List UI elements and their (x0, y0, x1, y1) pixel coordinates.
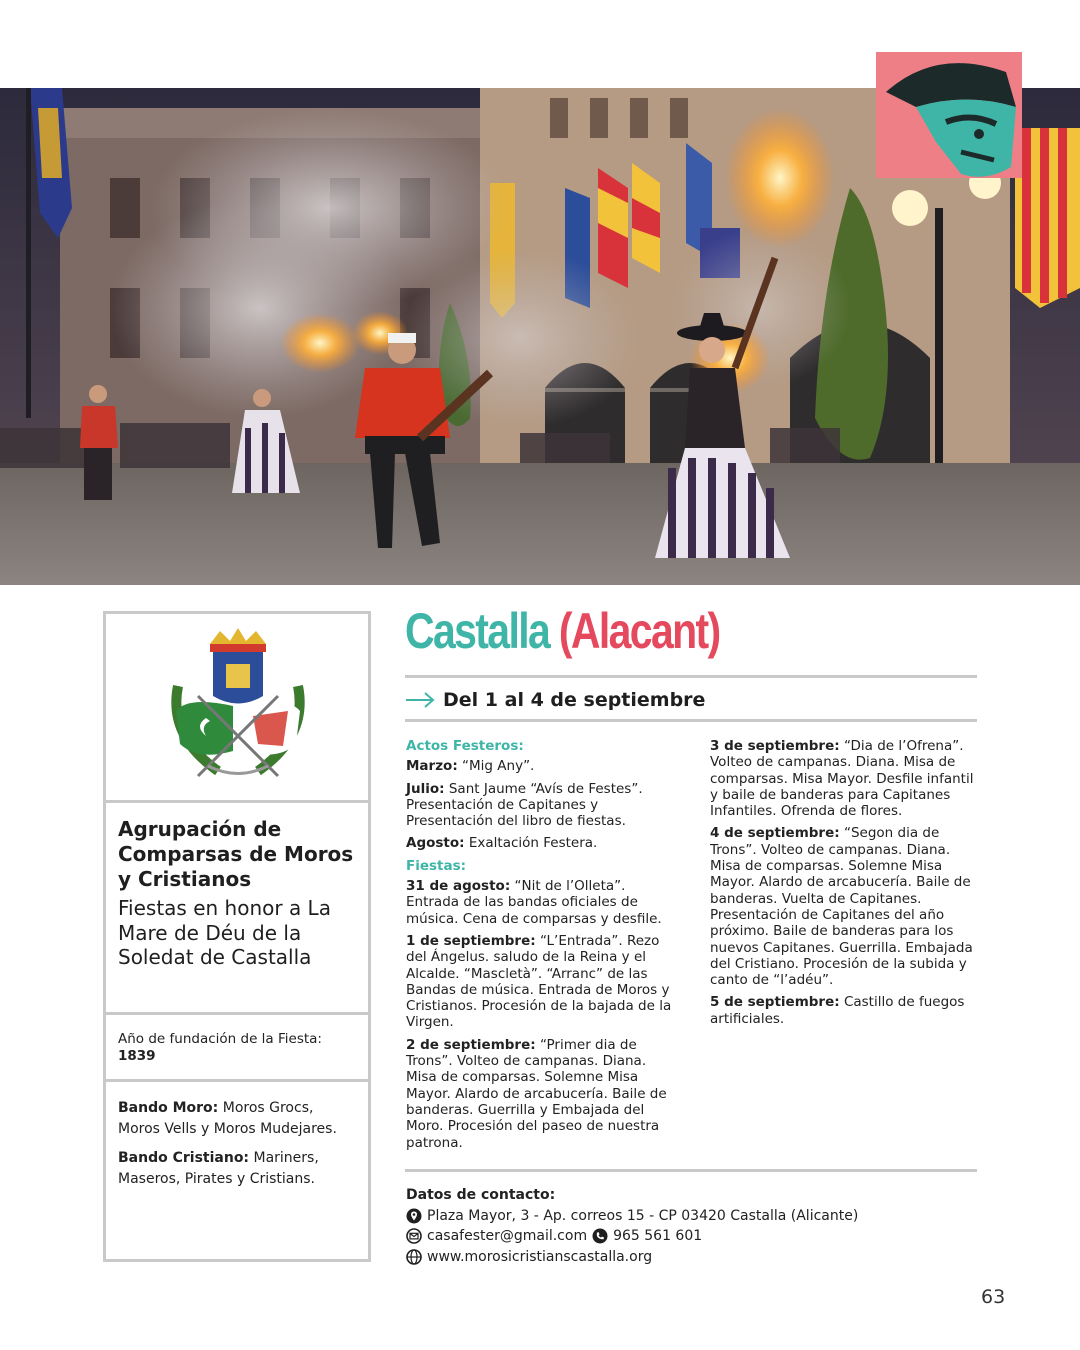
dates-divider (405, 719, 977, 722)
page-number: 63 (981, 1286, 1006, 1308)
entry-31-agosto (406, 878, 678, 927)
entry-label: 3 de septiembre: (710, 738, 840, 754)
crest-panel (106, 614, 368, 803)
contact-email[interactable]: casafester@gmail.com (427, 1228, 588, 1244)
contact-email-phone-row (406, 1226, 858, 1247)
entry-text: Sant Jaume “Avís de Festes”. Presentación de Capitanes y Presentación del libro de fiestas. (406, 780, 643, 830)
coat-of-arms-icon (158, 626, 318, 786)
entry-4-septiembre (710, 825, 978, 988)
contact-website-row (406, 1247, 858, 1268)
location-icon (406, 1208, 422, 1224)
entry-text: “Dia de l’Ofrena”. Volteo de campanas. Diana. Misa de comparsas. Misa Mayor. Desfile infantil y baile de banderas para Capitanes Infantiles. Ofrenda de flores. (710, 738, 974, 820)
entry-label: 5 de septiembre: (710, 994, 840, 1011)
program-column-1 (406, 738, 678, 1157)
bando-cristiano-label: Bando Cristiano: (118, 1150, 250, 1166)
entry-3-septiembre (710, 738, 978, 819)
arrow-right-icon (405, 692, 435, 708)
entry-text: “L’Entrada”. Rezo del Ángelus. saludo de la Reina y el Alcalde. “Mascletà”. “Arranc” de las Bandas de música. Entrada de Moros y Cristianos. Procesión de la bajada de la Virgen. (406, 932, 672, 1031)
bando-moro-label: Bando Moro: (118, 1100, 219, 1116)
contact-divider (405, 1169, 977, 1172)
bando-cristiano-text: Mariners, Maseros, Pirates y Cristians. (118, 1150, 319, 1187)
festival-dates-text: Del 1 al 4 de septiembre (443, 689, 706, 711)
actos-heading: Actos Festeros: (406, 738, 524, 754)
contact-heading: Datos de contacto: (406, 1187, 556, 1203)
bando-moro (118, 1098, 356, 1140)
bands-panel (106, 1082, 368, 1214)
title-divider (405, 675, 977, 678)
photographer-signature: Paco Gamgó (998, 633, 1052, 669)
entry-text: “Segon dia de Trons”. Volteo de campanas. Diana. Misa de comparsas. Solemne Misa Mayor. Alardo de arcabucería. Baile de banderas. Vuelta de Capitanes. Presentación de Capitanes del año próximo. Baile de banderas para los nuevos Capitanes. Guerrilla. Embajada del Cristiano. Procesión de la subida y canto de “l’adéu”. (710, 825, 973, 989)
program-column-2 (710, 738, 978, 1033)
entry-marzo (406, 758, 678, 774)
mail-icon (406, 1228, 422, 1244)
entry-label: 4 de septiembre: (710, 825, 840, 842)
entry-1-septiembre (406, 933, 678, 1031)
bando-moro-text: Moros Grocs, Moros Vells y Moros Mudejares. (118, 1100, 337, 1137)
entry-label: Marzo: (406, 758, 458, 775)
entry-text: “Primer dia de Trons”. Volteo de campanas. Diana. Misa de comparsas. Solemne Misa Mayor. Alardo de arcabucería. Baile de banderas. Guerrilla y Embajada del Moro. Procesión del paseo de nuestra patrona. (406, 1036, 667, 1151)
entry-label: Agosto: (406, 835, 465, 852)
contact-phone[interactable]: 965 561 601 (613, 1228, 703, 1244)
contact-address: Plaza Mayor, 3 - Ap. correos 15 - CP 03420 Castalla (Alicante) (427, 1207, 859, 1224)
entry-text: “Mig Any”. (462, 758, 535, 775)
entry-5-septiembre (710, 994, 978, 1027)
entry-text: “Nit de l’Olleta”. Entrada de las bandas oficiales de música. Cena de comparsas y desfile. (406, 878, 662, 927)
entry-label: 31 de agosto: (406, 878, 511, 895)
title-region: (Alacant) (558, 603, 720, 659)
foundation-panel (106, 1015, 368, 1082)
foundation-year: 1839 (118, 1048, 156, 1064)
contact-block (406, 1185, 858, 1267)
organization-subtitle: Fiestas en honor a La Mare de Déu de la Soledat de Castalla (118, 896, 331, 969)
face-illustration-badge (876, 52, 1022, 178)
entry-label: Julio: (406, 780, 445, 797)
info-sidebar (103, 611, 371, 1262)
page-title (405, 602, 720, 674)
contact-address-row (406, 1206, 858, 1227)
fiestas-heading: Fiestas: (406, 857, 467, 874)
organization-panel (106, 803, 368, 1015)
foundation-label: Año de fundación de la Fiesta: (118, 1031, 322, 1047)
warrior-face-icon (876, 52, 1022, 178)
entry-julio (406, 781, 678, 830)
phone-icon (592, 1228, 608, 1244)
globe-icon (406, 1249, 422, 1265)
entry-text: Exaltación Festera. (468, 835, 598, 852)
title-city: Castalla (405, 603, 550, 659)
contact-website[interactable]: www.morosicristianscastalla.org (427, 1248, 653, 1265)
entry-label: 1 de septiembre: (406, 932, 536, 949)
festival-dates (405, 686, 705, 714)
entry-label: 2 de septiembre: (406, 1036, 536, 1053)
entry-agosto (406, 835, 678, 851)
entry-text: Castillo de fuegos artificiales. (710, 994, 965, 1027)
entry-2-septiembre (406, 1037, 678, 1151)
organization-name: Agrupación de Comparsas de Moros y Cristianos (118, 817, 354, 891)
bando-cristiano (118, 1148, 356, 1190)
